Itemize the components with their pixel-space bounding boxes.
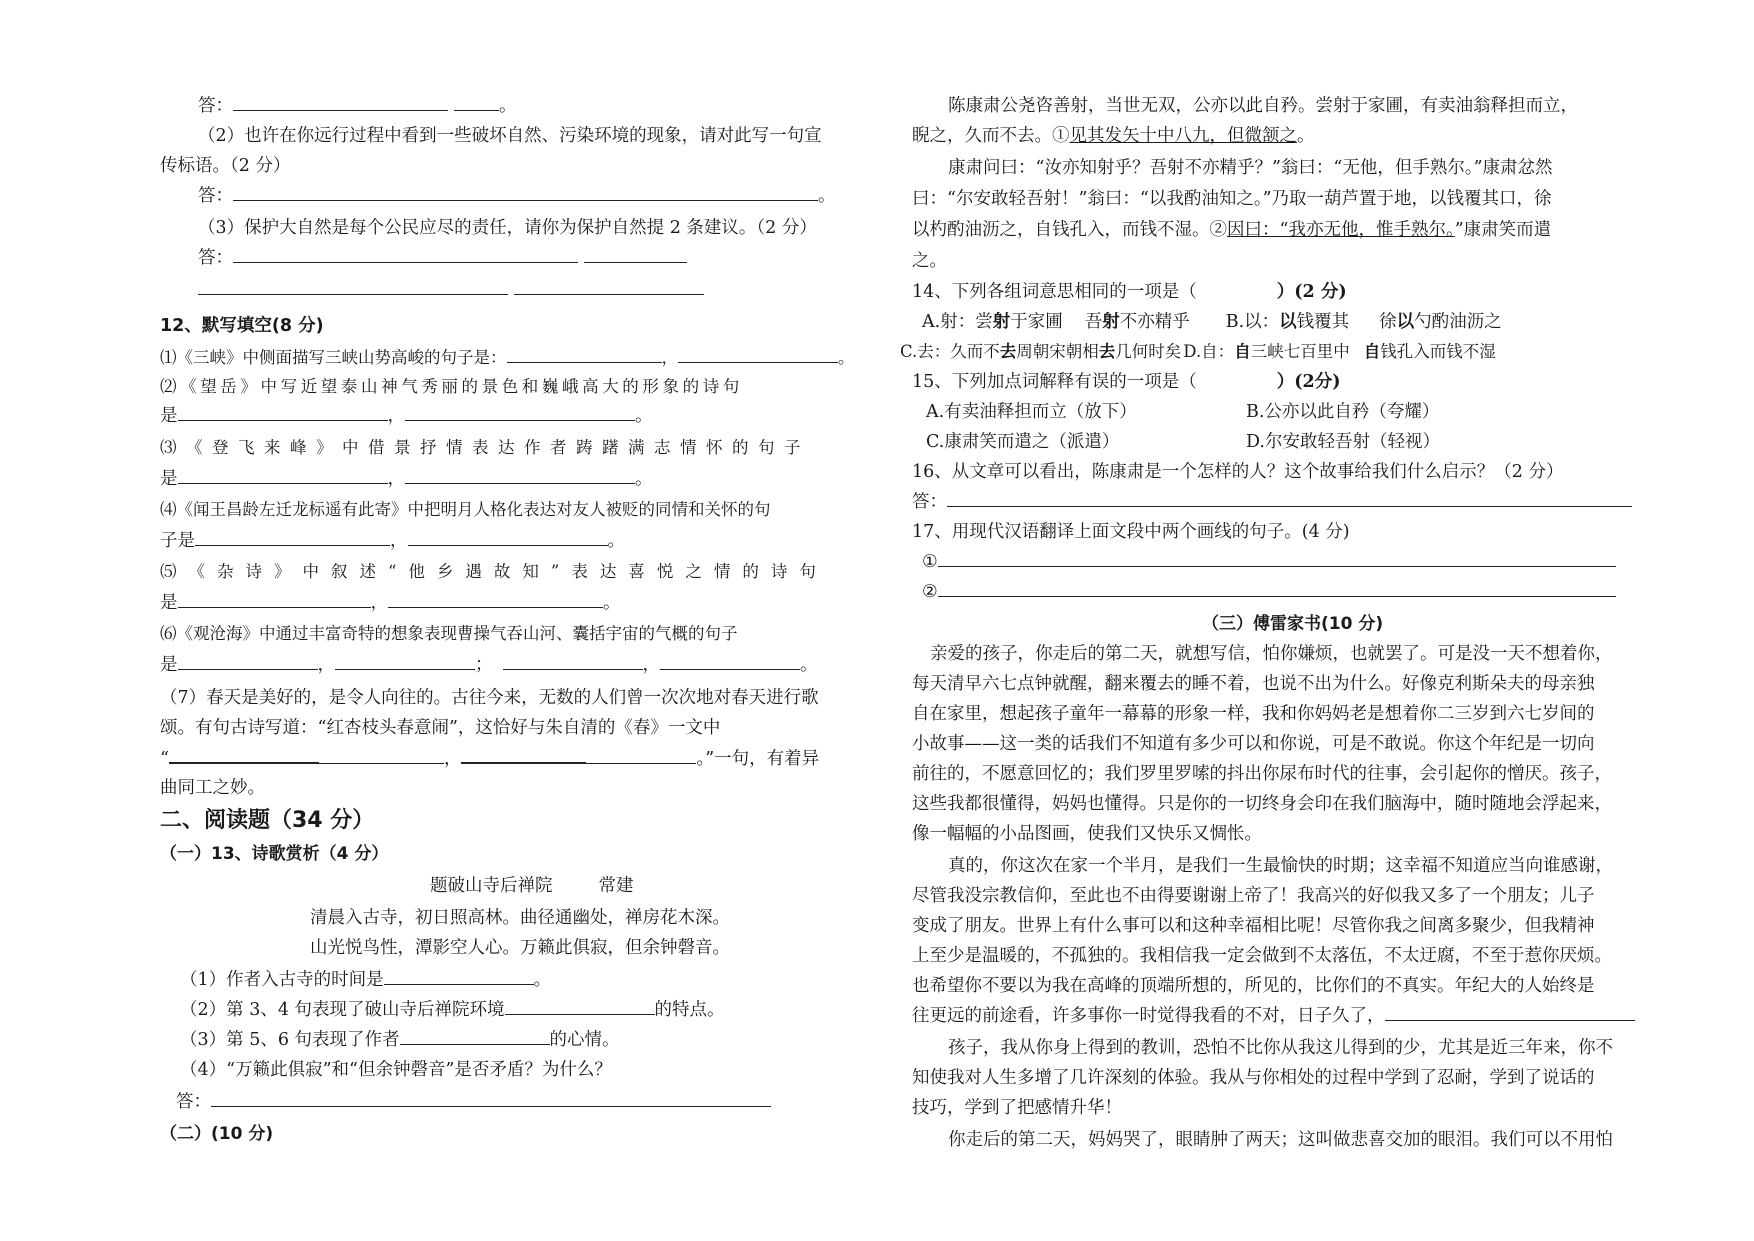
q16-answer-line: [912, 488, 1632, 516]
option-text: 徐: [1379, 312, 1397, 332]
punct: 。: [838, 348, 855, 367]
fill-item-3: ⑶《登飞来峰》中借景抒情表达作者踌躇满志情怀的句子: [160, 438, 810, 457]
answer-blank[interactable]: [211, 1088, 771, 1107]
question-text: （2）也许在你远行过程中看到一些破坏自然、污染环境的现象，请对此写一句宣: [198, 126, 822, 146]
option-text: D.自：: [1183, 342, 1235, 361]
punct: ，: [387, 406, 405, 426]
item-text: 。”一句，有着异: [696, 749, 820, 769]
answer-label: 答：: [198, 248, 233, 268]
answer-label: ②: [922, 582, 938, 602]
underlined-sentence-2: 因曰：“我亦无他，惟手熟尔。: [1227, 220, 1455, 240]
answer-label: ①: [922, 552, 938, 572]
passage-text: 睨之，久而不去。①: [912, 126, 1070, 146]
q17-answer-2: [922, 578, 1616, 606]
subsection-classical: （二）(10 分): [160, 1124, 274, 1144]
option-text: 于家圃: [1010, 312, 1063, 332]
item-text: （3）第 5、6 句表现了作者: [180, 1030, 400, 1050]
passage-line: 自在家里，想起孩子童年一幕幕的形象一样，我和你妈妈老是想着你二三岁到六七岁间的: [912, 704, 1595, 724]
answer-blank[interactable]: [938, 548, 1616, 567]
passage-line: 上至少是温暖的，不孤独的。我相信我一定会做到不太落伍，不太迂腐，不至于惹你厌烦。: [912, 946, 1612, 966]
option-bold: 自: [1363, 342, 1381, 361]
fill-item-5: ⑸《杂诗》中叙述“他乡遇故知”表达喜悦之情的诗句: [160, 562, 828, 581]
passage-text: ”康肃笑而遣: [1454, 220, 1552, 240]
punct: ，: [370, 593, 388, 613]
option-text: 三峡七百里中: [1250, 342, 1350, 361]
option-text: 吾: [1084, 312, 1103, 332]
option-bold: 自: [1234, 342, 1251, 361]
answer-blank[interactable]: [233, 182, 818, 201]
passage-text: 以杓酌油沥之，自钱孔入，而钱不湿。②: [912, 220, 1227, 240]
passage-line: 也希望你不要以为我在高峰的顶端所想的，所见的，比你们的不真实。年纪大的人始终是: [912, 976, 1595, 996]
answer-label: 答：: [198, 96, 233, 116]
punct: 。: [1297, 126, 1315, 146]
option-text: 周朝宋朝相: [1016, 342, 1099, 361]
item-text: 15、下列加点词解释有误的一项是（: [912, 372, 1197, 392]
fill-item-6: ⑹《观沧海》中通过丰富奇特的想象表现曹操气吞山河、囊括宇宙的气概的句子: [160, 624, 738, 643]
answer-blank[interactable]: [461, 744, 586, 764]
answer-label: 答：: [176, 1092, 211, 1112]
punct: ；: [475, 655, 493, 675]
answer-blank[interactable]: [405, 465, 635, 484]
answer-blank[interactable]: [178, 465, 388, 484]
passage-line: 小故事——这一类的话我们不知道有多少可以和你说，可是不敢说。你这个年纪是一切向: [912, 734, 1595, 754]
subsection-poem: （一）13、诗歌赏析（4 分）: [160, 844, 389, 864]
answer-blank[interactable]: [233, 244, 578, 263]
answer-blank[interactable]: [408, 527, 608, 546]
item-score: ）(2 分): [1276, 282, 1347, 302]
answer-blank[interactable]: [335, 651, 475, 670]
option-text: 钱覆其: [1296, 312, 1350, 332]
punct: 。: [603, 593, 621, 613]
option-bold: 以: [1396, 312, 1415, 332]
passage-line: [912, 122, 1315, 150]
punct: 。: [635, 469, 653, 489]
item-text: （1）作者入古寺的时间是: [180, 970, 384, 990]
item-text: 的特点。: [654, 1000, 725, 1020]
passage-line: 你走后的第二天，妈妈哭了，眼睛肿了两天；这叫做悲喜交加的眼泪。我们可以不用怕: [948, 1130, 1613, 1150]
answer-blank[interactable]: [1385, 1002, 1635, 1021]
q14-options-cd: [900, 338, 1496, 366]
fill-item-4-answer: [160, 527, 625, 555]
answer-blank[interactable]: [169, 744, 319, 764]
item-score: ）(2分): [1276, 372, 1341, 392]
question-17: 17、用现代汉语翻译上面文段中两个画线的句子。(4 分): [912, 522, 1350, 542]
passage-line: 之。: [912, 251, 947, 271]
option-text: 不亦精乎: [1119, 312, 1190, 332]
passage-line: 真的，你这次在家一个半月，是我们一生最愉快的时期；这幸福不知道应当向谁感谢，: [948, 856, 1613, 876]
q14-options-ab: [922, 308, 1502, 336]
passage-line: 知使我对人生多增了几许深刻的体验。我从与你相处的过程中学到了忍耐，学到了说话的: [912, 1068, 1595, 1088]
answer-line-q11-3: [198, 244, 687, 272]
passage-line: 尽管我没宗教信仰，至此也不由得要谢谢上帝了！我高兴的好似我又多了一个朋友；儿子: [912, 886, 1595, 906]
answer-blank[interactable]: [586, 745, 696, 764]
fill-item-7-answer: [160, 744, 819, 772]
passage-line: 前往的，不愿意回忆的；我们罗里罗嗦的抖出你尿布时代的往事，会引起你的憎厌。孩子，: [912, 764, 1612, 784]
answer-blank[interactable]: [233, 92, 448, 111]
q17-answer-1: [922, 548, 1616, 576]
item-text: 是: [160, 655, 178, 675]
punct: ，: [390, 531, 408, 551]
punct: 。: [607, 531, 625, 551]
answer-blank[interactable]: [195, 527, 390, 546]
fill-item-2: ⑵《望岳》中写近望泰山神气秀丽的景色和巍峨高大的形象的诗句: [160, 377, 743, 396]
answer-blank[interactable]: [947, 488, 1632, 507]
passage-line: 变成了朋友。世界上有什么事可以和这种幸福相比呢！尽管你我之间离多聚少，但我精神: [912, 916, 1595, 936]
answer-line-q11-1: [198, 92, 517, 120]
punct: 。: [499, 96, 517, 116]
passage-line: 亲爱的孩子，你走后的第二天，就想写信，怕你嫌烦，也就罢了。可是没一天不想着你，: [930, 644, 1613, 664]
fill-item-3-answer: [160, 465, 653, 493]
punct: 。: [800, 655, 818, 675]
fill-item-7-line2: 颂。有句古诗写道：“红杏枝头春意闹”，这恰好与朱自清的《春》一文中: [160, 718, 721, 738]
poem-question-4: （4）“万籁此俱寂”和“但余钟磬音”是否矛盾？为什么？: [180, 1060, 612, 1080]
question-15: [912, 368, 1341, 396]
answer-blank[interactable]: [178, 589, 371, 608]
question-16: 16、从文章可以看出，陈康肃是一个怎样的人？这个故事给我们什么启示？（2 分）: [912, 462, 1564, 482]
option-bold: 射: [992, 312, 1011, 332]
passage-line: 像一幅幅的小品图画，使我们又快乐又惆怅。: [912, 824, 1262, 844]
answer-label: 答：: [198, 186, 233, 206]
fill-item-1: [160, 344, 855, 372]
poem-title-text: 题破山寺后禅院: [430, 876, 553, 896]
passage-line-with-blank: [912, 1002, 1635, 1030]
left-column: [160, 0, 880, 1241]
fill-item-6-answer: [160, 651, 818, 679]
answer-line-q11-2: [198, 182, 836, 210]
punct: ，: [642, 655, 660, 675]
answer-blank[interactable]: [584, 244, 687, 263]
section-heading-q12: 12、默写填空(8 分): [160, 316, 324, 336]
answer-blank[interactable]: [454, 92, 499, 111]
answer-line-q11-4: [198, 276, 704, 304]
answer-blank[interactable]: [198, 276, 508, 295]
passage-text: 往更远的前途看，许多事你一时觉得我看的不对，日子久了，: [912, 1006, 1385, 1026]
fill-item-7-line4: 曲同工之妙。: [160, 778, 265, 798]
fill-item-7: （7）春天是美好的，是令人向往的。古往今来，无数的人们曾一次次地对春天进行歌: [160, 688, 819, 708]
section-heading-reading: 二、阅读题（34 分）: [160, 808, 375, 833]
poem-title: [430, 872, 634, 900]
passage-line: 技巧，学到了把感情升华！: [912, 1098, 1122, 1118]
option-text: C.去：久而不: [900, 342, 1000, 361]
option-text: 几何时矣: [1115, 342, 1182, 361]
passage-line: 孩子，我从你身上得到的教训，恐怕不比你从我这儿得到的少，尤其是近三年来，你不: [948, 1038, 1613, 1058]
poem-question-2: [180, 996, 725, 1024]
q15-option-b: B.公亦以此自矜（夸耀）: [1246, 402, 1440, 422]
passage-line: 曰：“尔安敢轻吾射！”翁曰：“以我酌油知之。”乃取一葫芦置于地，以钱覆其口，徐: [912, 189, 1552, 209]
answer-blank[interactable]: [178, 651, 318, 670]
item-text: 子是: [160, 531, 195, 551]
item-text: 是: [160, 469, 178, 489]
answer-blank[interactable]: [938, 578, 1616, 597]
fill-item-5-answer: [160, 589, 621, 617]
option-bold: 以: [1279, 312, 1297, 332]
poem-answer-line: [176, 1088, 771, 1116]
passage-line: 这些我都很懂得，妈妈也懂得。只是你的一切终身会印在我们脑海中，随时随地会浮起来，: [912, 794, 1612, 814]
answer-label: 答：: [912, 492, 947, 512]
item-text: 14、下列各组词意思相同的一项是（: [912, 282, 1197, 302]
question-text: （3）保护大自然是每个公民应尽的责任，请你为保护自然提 2 条建议。（2 分）: [198, 218, 817, 238]
answer-blank[interactable]: [388, 589, 603, 608]
question-14: [912, 278, 1347, 306]
passage-line: 陈康肃公尧咨善射，当世无双，公亦以此自矜。尝射于家圃，有卖油翁释担而立，: [948, 96, 1578, 116]
option-text: 勺酌油沥之: [1414, 312, 1502, 332]
item-text: （2）第 3、4 句表现了破山寺后禅院环境: [180, 1000, 505, 1020]
punct: “: [160, 749, 169, 769]
question-text: 传标语。（2 分）: [160, 156, 291, 176]
item-text: ⑴《三峡》中侧面描写三峡山势高峻的句子是：: [160, 348, 507, 367]
subsection-fulei: （三）傅雷家书(10 分): [1202, 614, 1384, 634]
underlined-sentence-1: 见其发矢十中八九，但微颔之: [1069, 126, 1297, 146]
q15-option-c: C.康肃笑而遣之（派遣）: [926, 432, 1120, 452]
punct: ，: [443, 749, 462, 769]
passage-line: 每天清早六七点钟就醒，翻来覆去的睡不着，也说不出为什么。好像克利斯朵夫的母亲独: [912, 674, 1595, 694]
q15-option-d: D.尔安敢轻吾射（轻视）: [1246, 432, 1440, 452]
option-text: A.射：尝: [922, 312, 993, 332]
answer-blank[interactable]: [400, 1026, 550, 1045]
answer-blank[interactable]: [319, 745, 444, 764]
option-bold: 去: [1098, 342, 1116, 361]
poem-author: 常建: [598, 876, 634, 896]
punct: ，: [661, 348, 678, 367]
option-bold: 射: [1102, 312, 1120, 332]
option-bold: 去: [999, 342, 1017, 361]
q15-option-a: A.有卖油释担而立（放下）: [926, 402, 1137, 422]
answer-blank[interactable]: [405, 402, 635, 421]
fill-item-4: ⑷《闻王昌龄左迁龙标遥有此寄》中把明月人格化表达对友人被贬的同情和关怀的句: [160, 500, 771, 519]
poem-question-3: [180, 1026, 620, 1054]
poem-line-2: 山光悦鸟性，潭影空人心。万籁此俱寂，但余钟磬音。: [310, 938, 730, 958]
answer-blank[interactable]: [514, 276, 704, 295]
answer-blank[interactable]: [507, 344, 662, 363]
punct: 。: [635, 406, 653, 426]
poem-question-1: [180, 966, 551, 994]
option-text: 钱孔入而钱不湿: [1380, 342, 1496, 361]
punct: 。: [533, 970, 552, 990]
fill-item-2-answer: [160, 402, 653, 430]
answer-blank[interactable]: [505, 996, 655, 1015]
passage-line: 康肃问曰：“汝亦知射乎？吾射不亦精乎？”翁曰：“无他，但手熟尔。”康肃忿然: [948, 158, 1553, 178]
option-text: B.以：: [1225, 312, 1280, 332]
punct: ，: [317, 655, 335, 675]
item-text: 是: [160, 406, 178, 426]
answer-blank[interactable]: [678, 344, 838, 363]
item-text: 是: [160, 593, 178, 613]
right-column: [900, 0, 1632, 1241]
passage-line: [912, 216, 1551, 244]
poem-line-1: 清晨入古寺，初日照高林。曲径通幽处，禅房花木深。: [310, 908, 730, 928]
answer-blank[interactable]: [178, 402, 388, 421]
punct: ，: [387, 469, 405, 489]
item-text: 的心情。: [549, 1030, 620, 1050]
answer-blank[interactable]: [384, 966, 534, 985]
punct: 。: [818, 186, 836, 206]
answer-blank[interactable]: [660, 651, 800, 670]
answer-blank[interactable]: [503, 651, 643, 670]
